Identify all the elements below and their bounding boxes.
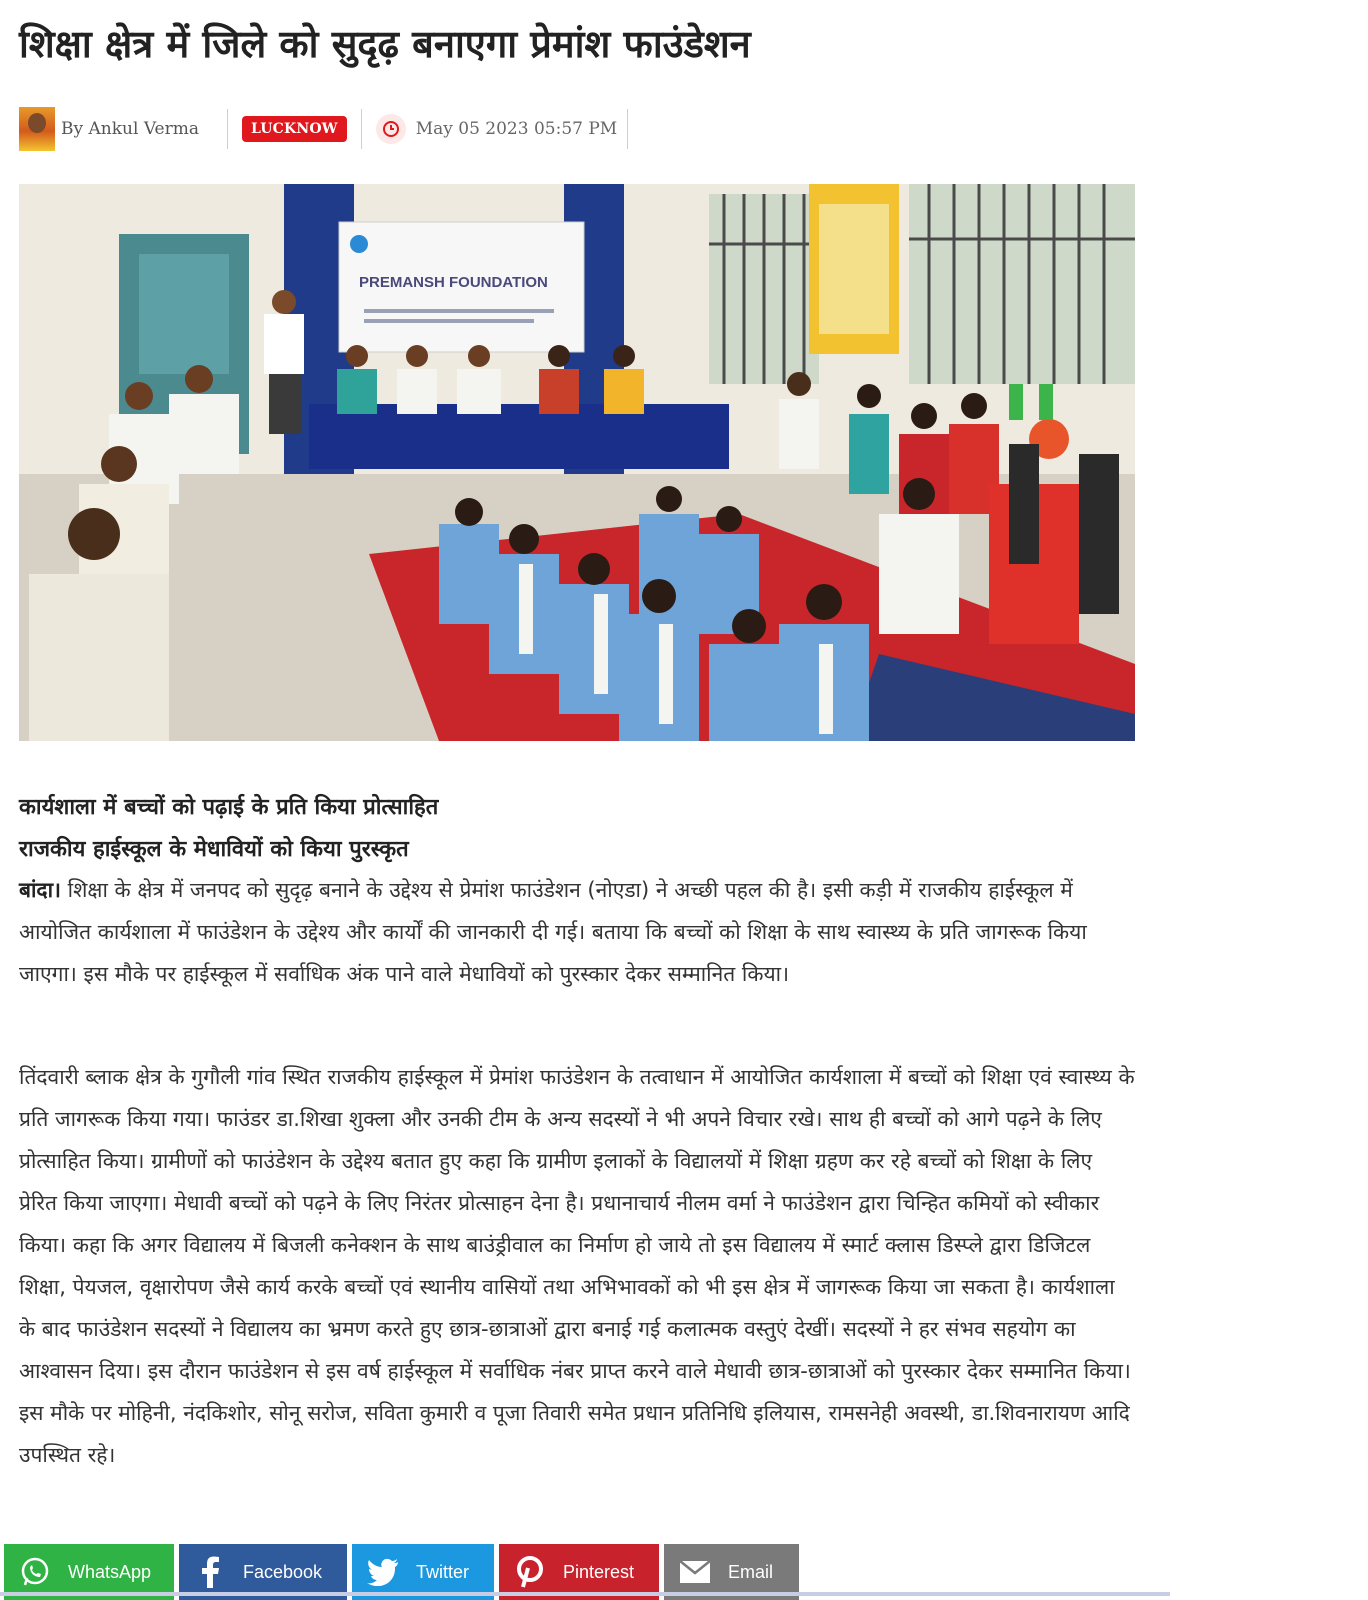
article-paragraph-1 bbox=[19, 869, 1135, 995]
share-twitter-label: Twitter bbox=[416, 1561, 470, 1582]
article-meta bbox=[19, 107, 642, 151]
whatsapp-icon bbox=[18, 1555, 52, 1589]
category-badge[interactable]: LUCKNOW bbox=[242, 116, 347, 142]
facebook-icon bbox=[193, 1555, 227, 1589]
page-bottom-rule bbox=[0, 1592, 1170, 1596]
share-facebook-label: Facebook bbox=[243, 1561, 323, 1582]
paragraph-1-text: शिक्षा के क्षेत्र में जनपद को सुदृढ़ बनाने के उद्देश्य से प्रेमांश फाउंडेशन (नोएडा) ने अच्छी पहल की है। इसी कड़ी में राजकीय हाईस्कूल में आयोजित कार्यशाला में फाउंडेशन के उद्देश्य और कार्यों की जानकारी दी गई। बताया कि बच्चों को शिक्षा के साथ स्वास्थ्य के प्रति जागरूक किया जाएगा। इस मौके पर हाईस्कूल में सर्वाधिक अंक पाने वाले मेधावियों को पुरस्कार देकर सम्मानित किया। bbox=[19, 878, 1087, 986]
share-email-label: Email bbox=[728, 1561, 774, 1582]
dateline: बांदा। bbox=[19, 878, 61, 902]
twitter-icon bbox=[366, 1555, 400, 1589]
clock-icon bbox=[376, 114, 406, 144]
meta-divider bbox=[227, 109, 228, 149]
author-avatar[interactable] bbox=[19, 107, 55, 151]
share-whatsapp-label: WhatsApp bbox=[68, 1561, 152, 1582]
meta-divider bbox=[361, 109, 362, 149]
article-headline: शिक्षा क्षेत्र में जिले को सुदृढ़ बनाएगा प्रेमांश फाउंडेशन bbox=[19, 22, 751, 66]
article-paragraph-2: तिंदवारी ब्लाक क्षेत्र के गुगौली गांव स्थित राजकीय हाईस्कूल में प्रेमांश फाउंडेशन के तत्वाधान में आयोजित कार्यशाला में बच्चों को शिक्षा एवं स्वास्थ्य के प्रति जागरूक किया गया। फाउंडर डा.शिखा शुक्ला और उनकी टीम के अन्य सदस्यों ने भी अपने विचार रखे। साथ ही बच्चों को आगे पढ़ने के लिए प्रोत्साहित किया। ग्रामीणों को फाउंडेशन के उद्देश्य बतात हुए कहा कि ग्रामीण इलाकों के विद्यालयों में शिक्षा ग्रहण कर रहे बच्चों को शिक्षा के लिए प्रेरित किया जाएगा। मेधावी बच्चों को पढ़ने के लिए निरंतर प्रोत्साहन देना है। प्रधानाचार्य नीलम वर्मा ने फाउंडेशन द्वारा चिन्हित कमियों को स्वीकार किया। कहा कि अगर विद्यालय में बिजली कनेक्शन के साथ बाउंड्रीवाल का निर्माण हो जाये तो इस विद्यालय में स्मार्ट क्लास डिस्प्ले द्वारा डिजिटल शिक्षा, पेयजल, वृक्षारोपण जैसे कार्य करके बच्चों एवं स्थानीय वासियों तथा अभिभावकों को भी इस क्षेत्र में जागरूक किया जा सकता है। कार्यशाला के बाद फाउंडेशन सदस्यों ने विद्यालय का भ्रमण करते हुए छात्र-छात्राओं द्वारा बनाई गई कलात्मक वस्तुएं देखीं। सदस्यों ने हर संभव सहयोग का आश्वासन दिया। इस दौरान फाउंडेशन से इस वर्ष हाईस्कूल में सर्वाधिक नंबर प्राप्त करने वाले मेधावी छात्र-छात्राओं को पुरस्कार देकर सम्मानित किया। इस मौके पर मोहिनी, नंदकिशोर, सोनू सरोज, सविता कुमारी व पूजा तिवारी समेत प्रधान प्रतिनिधि इलियास, रामसनेही अवस्थी, डा.शिवनारायण आदि उपस्थित रहे। bbox=[19, 1065, 1135, 1467]
author-name[interactable]: By Ankul Verma bbox=[61, 119, 199, 139]
email-icon bbox=[678, 1555, 712, 1589]
pinterest-icon bbox=[513, 1555, 547, 1589]
subheading-1: कार्यशाला में बच्चों को पढ़ाई के प्रति किया प्रोत्साहित bbox=[19, 795, 439, 820]
article-photo bbox=[19, 184, 1135, 741]
banner-text: PREMANSH FOUNDATION bbox=[359, 274, 548, 291]
meta-divider bbox=[627, 109, 628, 149]
share-pinterest-label: Pinterest bbox=[563, 1561, 635, 1582]
publish-date: May 05 2023 05:57 PM bbox=[415, 119, 618, 139]
subheading-2: राजकीय हाईस्कूल के मेधावियों को किया पुरस्कृत bbox=[19, 837, 409, 862]
